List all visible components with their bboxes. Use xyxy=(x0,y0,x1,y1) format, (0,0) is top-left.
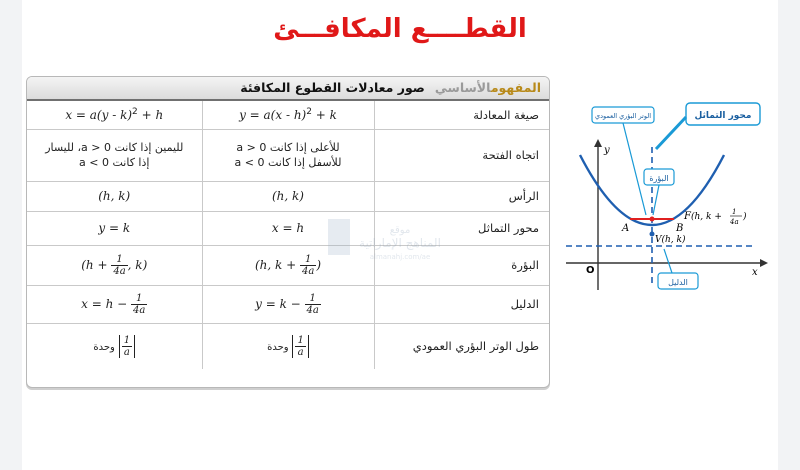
focus-frac-den: 4a xyxy=(730,218,739,226)
callout-directrix-arrow xyxy=(664,249,672,273)
callout-directrix-label: الدليل xyxy=(668,278,688,287)
x-axis-arrow-icon xyxy=(760,259,768,267)
table-row-opening xyxy=(27,129,549,181)
focus-coord-post: ) xyxy=(743,212,747,222)
x-axis-label: x xyxy=(752,267,758,278)
callout-focus-label: البؤرة xyxy=(649,174,669,183)
label-vertex: الرأس xyxy=(374,181,549,211)
label-directrix: الدليل xyxy=(374,285,549,323)
cell-equation-horizontal: x = a(y - k)$^2$ + h xyxy=(27,101,202,129)
y-axis-label: y xyxy=(604,145,610,156)
callout-latus-label: الوتر البؤري العمودي xyxy=(594,112,652,120)
cell-focus-vertical: (h, k + $\frac{1}{4a}$ ) xyxy=(202,245,374,285)
vertex-label: V(h, k) xyxy=(655,235,686,245)
vertex-point xyxy=(650,232,655,237)
table-row-axis xyxy=(27,211,549,245)
page-title: القطــــع المكافـــئ xyxy=(273,14,527,44)
header-keyword: المفهوم xyxy=(490,80,541,95)
key-concept-box xyxy=(26,76,550,388)
cell-directrix-horizontal: x = h − $\frac{1}{4a}$ xyxy=(27,285,202,323)
focus-point xyxy=(650,217,655,222)
cell-vertex-vertical: (h, k) xyxy=(202,181,374,211)
label-opening: اتجاه الفتحة xyxy=(374,129,549,181)
right-margin xyxy=(778,0,800,470)
cell-directrix-vertical: y = k − $\frac{1}{4a}$ xyxy=(202,285,374,323)
watermark-line3: almanahj.com/ae xyxy=(369,253,431,261)
focus-frac-num: 1 xyxy=(732,208,737,216)
table-row-equation xyxy=(27,101,549,129)
parabola-forms-table xyxy=(27,101,549,369)
origin-label: O xyxy=(586,265,595,276)
table-row-focus xyxy=(27,245,549,285)
y-axis-arrow-icon xyxy=(594,139,602,147)
cell-axis-horizontal: y = k xyxy=(27,211,202,245)
cell-focus-horizontal: (h + $\frac{1}{4a}$ , k) xyxy=(27,245,202,285)
label-focus: البؤرة xyxy=(374,245,549,285)
point-b-label: B xyxy=(676,223,684,234)
cell-vertex-horizontal: (h, k) xyxy=(27,181,202,211)
left-margin xyxy=(0,0,22,470)
header-title: صور معادلات القطوع المكافئة xyxy=(240,80,425,95)
cell-opening-vertical: للأعلى إذا كانت a > 0 للأسفل إذا كانت a < 0 xyxy=(202,129,374,181)
focus-coord-pre: (h, k + xyxy=(691,212,722,222)
cell-opening-horizontal: لليمين إذا كانت a > 0، لليسار إذا كانت a < 0 xyxy=(27,129,202,181)
label-equation: صيغة المعادلة xyxy=(374,101,549,129)
cell-latus-vertical: وحدة $\frac{1}{a}$ xyxy=(202,323,374,369)
watermark-line1: موقع xyxy=(389,225,411,236)
table-row-directrix xyxy=(27,285,549,323)
table-row-vertex xyxy=(27,181,549,211)
label-latus: طول الوتر البؤري العمودي xyxy=(412,339,539,354)
watermark-book-icon xyxy=(328,219,350,255)
callout-axis-arrow xyxy=(656,117,686,149)
parabola-diagram xyxy=(560,95,770,295)
header-keyword-2: الأساسي xyxy=(434,80,491,95)
callout-focus-arrow xyxy=(653,185,659,215)
key-concept-header xyxy=(27,77,549,101)
point-f-label: F xyxy=(684,211,691,222)
point-a-label: A xyxy=(622,223,630,234)
watermark-line2: المناهج الإماراتية xyxy=(359,236,441,250)
table-row-latus xyxy=(27,323,549,369)
cell-latus-horizontal: وحدة $\frac{1}{a}$ xyxy=(27,323,202,369)
cell-equation-vertical: y = a(x - h)$^2$ + k xyxy=(202,101,374,129)
label-axis: محور التماثل xyxy=(374,211,549,245)
callout-axis-label: محور التماثل xyxy=(694,111,752,121)
watermark-logo xyxy=(320,215,460,265)
cell-axis-vertical: x = h xyxy=(202,211,374,245)
callout-latus-arrow xyxy=(623,123,646,215)
